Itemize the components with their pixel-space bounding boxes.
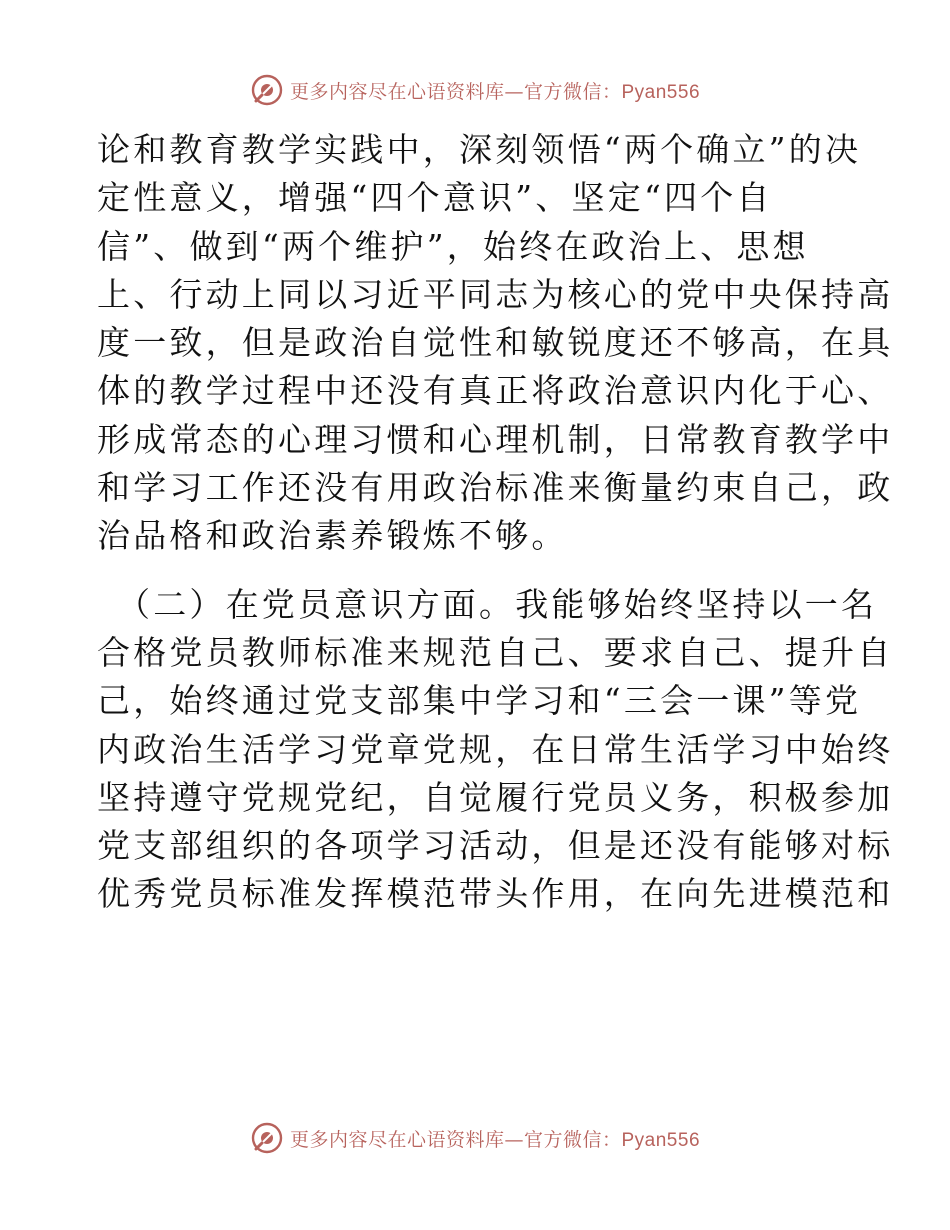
text-line: 定性意义，增强“四个意识”、坚定“四个自 — [97, 178, 773, 218]
document-body — [97, 126, 894, 919]
watermark-text — [290, 1125, 700, 1152]
text-line: 己，始终通过党支部集中学习和“三会一课”等党 — [97, 681, 862, 721]
header-watermark — [0, 70, 950, 110]
seal-logo-icon — [250, 73, 284, 107]
watermark-id-text: Pyan556 — [621, 1129, 701, 1151]
section-heading-line: （二）在党员意识方面。我能够始终坚持以一名 — [117, 584, 878, 624]
text-line: 和学习工作还没有用政治标准来衡量约束自己，政 — [97, 468, 894, 508]
text-line: 体的教学过程中还没有真正将政治意识内化于心、 — [97, 371, 894, 411]
text-line: 上、行动上同以习近平同志为核心的党中央保持高 — [97, 274, 894, 314]
text-line: 优秀党员标准发挥模范带头作用，在向先进模范和 — [97, 874, 894, 914]
watermark-id-text: Pyan556 — [621, 81, 701, 103]
footer-watermark — [0, 1118, 950, 1158]
text-line: 形成常态的心理习惯和心理机制，日常教育教学中 — [97, 419, 894, 459]
text-line: 信”、做到“两个维护”，始终在政治上、思想 — [97, 226, 809, 266]
text-line: 党支部组织的各项学习活动，但是还没有能够对标 — [97, 826, 894, 866]
text-line: 合格党员教师标准来规范自己、要求自己、提升自 — [97, 632, 894, 672]
text-line: 治品格和政治素养锻炼不够。 — [97, 516, 568, 556]
text-line: 论和教育教学实践中，深刻领悟“两个确立”的决 — [97, 130, 862, 169]
text-line: 内政治生活学习党章党规，在日常生活学习中始终 — [97, 729, 894, 769]
watermark-text — [290, 77, 700, 104]
text-line: 度一致，但是政治自觉性和敏锐度还不够高，在具 — [97, 323, 894, 363]
text-line: 坚持遵守党规党纪，自觉履行党员义务，积极参加 — [97, 777, 894, 817]
watermark-main-text: 更多内容尽在心语资料库—官方微信： — [289, 80, 622, 103]
seal-logo-icon — [250, 1121, 284, 1155]
paragraph-gap — [97, 561, 857, 581]
watermark-main-text: 更多内容尽在心语资料库—官方微信： — [289, 1128, 622, 1151]
